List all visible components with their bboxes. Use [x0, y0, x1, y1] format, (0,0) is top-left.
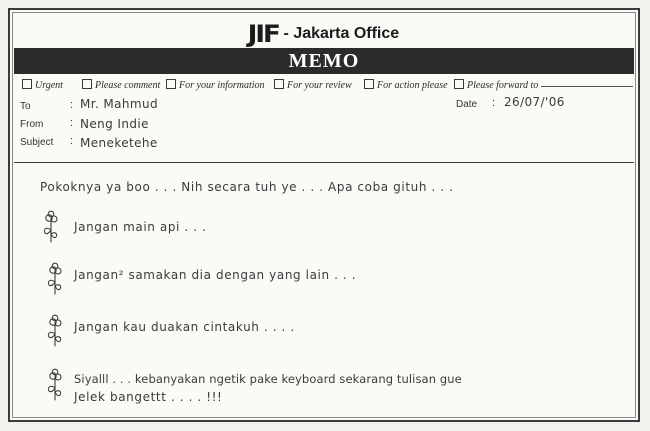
from-colon: : [70, 117, 74, 129]
forward-to-line[interactable] [541, 86, 633, 87]
check-for-your-information[interactable] [166, 79, 265, 93]
from-value[interactable]: Neng Indie [80, 117, 149, 131]
check-label: Please forward to [467, 80, 539, 91]
memo-header [10, 20, 638, 50]
checkbox-icon[interactable] [82, 79, 92, 89]
body-item-2: Jangan² samakan dia dengan yang lain . . . [74, 268, 357, 282]
flower-doodle-icon [44, 314, 66, 348]
check-label: For your review [287, 80, 352, 91]
from-label: From [20, 119, 44, 130]
date-colon: : [492, 97, 496, 109]
check-label: For your information [179, 80, 265, 91]
checkbox-icon[interactable] [274, 79, 284, 89]
header-divider [14, 162, 634, 163]
checkbox-icon[interactable] [166, 79, 176, 89]
memo-sheet [8, 8, 640, 422]
body-intro: Pokoknya ya boo . . . Nih secara tuh ye . . . Apa coba gituh . . . [40, 180, 454, 194]
check-for-your-review[interactable] [274, 79, 352, 93]
subject-label: Subject [20, 137, 54, 148]
jif-logo: JIF [247, 20, 279, 48]
checkbox-icon[interactable] [22, 79, 32, 89]
office-name: - Jakarta Office [283, 25, 400, 42]
to-colon: : [70, 99, 74, 111]
flower-doodle-icon [40, 210, 62, 244]
date-value[interactable]: 26/07/'06 [504, 95, 565, 109]
checkbox-icon[interactable] [364, 79, 374, 89]
body-item-4: Siyalll . . . kebanyakan ngetik pake keyboard sekarang tulisan gue [74, 372, 462, 386]
check-please-forward-to[interactable] [454, 79, 633, 93]
body-item-4-line2: Jelek bangettt . . . . !!! [74, 390, 223, 404]
checkbox-row [22, 79, 626, 95]
memo-title: MEMO [288, 50, 360, 72]
to-value[interactable]: Mr. Mahmud [80, 97, 159, 111]
flower-doodle-icon [44, 368, 66, 402]
checkbox-icon[interactable] [454, 79, 464, 89]
check-label: Please comment [95, 80, 161, 91]
subject-colon: : [70, 135, 74, 147]
memo-title-band [14, 48, 634, 74]
check-urgent[interactable] [22, 79, 63, 93]
to-label: To [20, 101, 31, 112]
check-label: Urgent [35, 80, 63, 91]
date-label: Date [456, 99, 478, 110]
body-item-3: Jangan kau duakan cintakuh . . . . [74, 320, 295, 334]
flower-doodle-icon [44, 262, 66, 296]
check-for-action-please[interactable] [364, 79, 448, 93]
subject-value[interactable]: Meneketehe [80, 136, 158, 150]
body-item-1: Jangan main api . . . [74, 220, 207, 234]
check-label: For action please [377, 80, 448, 91]
check-please-comment[interactable] [82, 79, 160, 93]
